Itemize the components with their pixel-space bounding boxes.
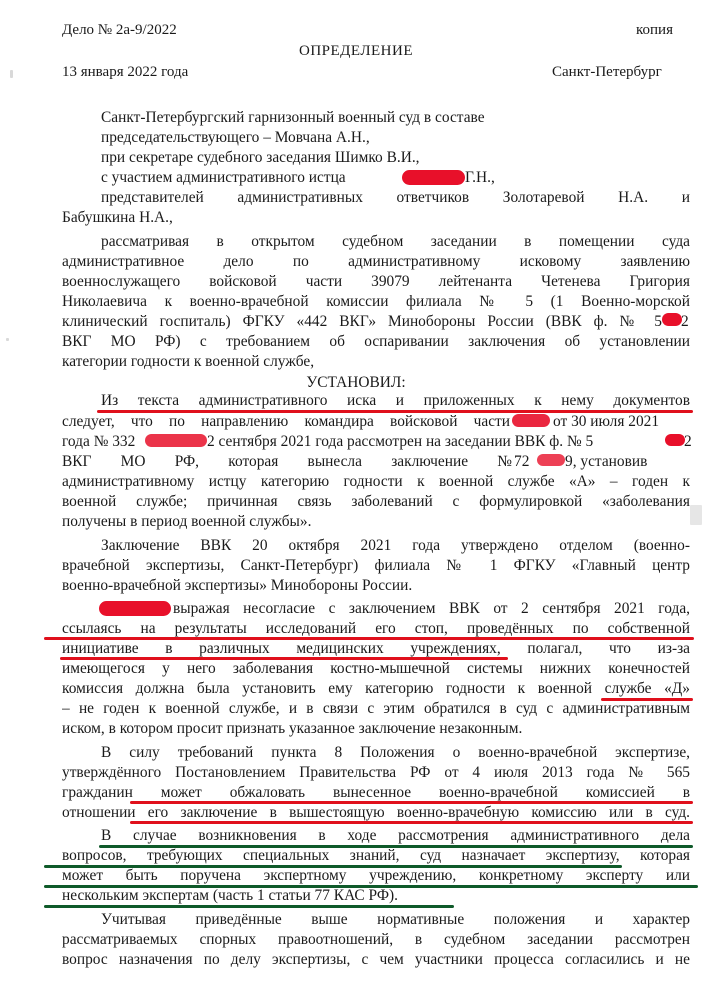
para1-line: года № 332 — [62, 433, 136, 450]
para1-line: 9, установив — [565, 453, 648, 470]
para1-line: ВКГ МО РФ, которая вынесла заключение № — [62, 453, 512, 470]
intro-line: Бабушкина Н.А., — [62, 209, 173, 226]
para5-line: вопросов, требующих специальных знаний, суд назначает экспертизу, которая — [62, 847, 690, 864]
para6-line: рассматриваемых спорных правоотношений, в судебном заседании рассмотрен — [62, 931, 690, 948]
para1-line: 72 — [514, 453, 530, 470]
redaction-mark — [99, 601, 171, 616]
intro-line: Санкт-Петербургский гарнизонный военный суд в составе — [101, 109, 485, 126]
para3-line: имеющегося у него заболевания костно-мышечной системы нижних конечностей — [62, 660, 690, 677]
para1-line: административному истцу категорию годности к военной службе «А» – годен к — [62, 473, 690, 490]
case-number: Дело № 2а-9/2022 — [62, 22, 177, 38]
review-line: Николаевича к военно-врачебной комиссии филиала № 5 (1 Военно-морской — [62, 293, 690, 310]
para3-line: – не годен к военной службе, и в связи с этим обратился в суд с административным — [62, 700, 690, 717]
para2-line: Заключение ВВК 20 октября 2021 года утверждено отделом (военно- — [101, 537, 690, 554]
intro-line: представителей административных ответчиков Золотаревой Н.А. и — [101, 189, 690, 206]
para6-line: Учитывая приведённые выше нормативные положения и характер — [101, 911, 690, 928]
para1-line: военной службе; причинная связь заболеваний с формулировкой «заболевания — [62, 493, 690, 510]
para1-line: 2 сентября 2021 года рассмотрен на заседании ВВК ф. № 5 — [207, 433, 594, 450]
para5-line: может быть поручена экспертному учреждению, конкретному эксперту или — [62, 867, 690, 884]
para5-line: нескольким экспертам (часть 1 статьи 77 КАС РФ). — [62, 887, 398, 904]
para2-line: врачебной экспертизы, Санкт-Петербург) филиала № 1 ФГКУ «Главный центр — [62, 557, 690, 574]
redaction-mark — [402, 170, 465, 185]
intro-line: при секретаре судебного заседания Шимко В.И., — [101, 149, 420, 166]
review-line: категории годности к военной службе, — [62, 353, 315, 370]
document-title: ОПРЕДЕЛЕНИЕ — [298, 43, 414, 59]
scan-speck — [690, 505, 702, 525]
review-line: 2 — [681, 313, 689, 330]
para3-line: комиссия должна была установить ему категорию годности к военной службе «Д» — [62, 680, 690, 697]
highlight-underline — [130, 821, 693, 824]
para1-line: 2 — [684, 433, 692, 450]
para1-line: получены в период военной службы». — [62, 513, 312, 530]
document-city: Санкт-Петербург — [552, 64, 662, 80]
para5-line: В случае возникновения в ходе рассмотрения административного дела — [101, 827, 690, 844]
para6-line: вопрос назначения по делу экспертизы, с чем участники процесса согласились и не — [62, 951, 690, 968]
para3-line: ссылаясь на результаты исследований его стоп, проведённых по собственной — [62, 620, 690, 637]
intro-line: с участием административного истца — [101, 169, 346, 186]
established-heading: УСТАНОВИЛ: — [306, 374, 406, 391]
review-line: клинический госпиталь) ФГКУ «442 ВКГ» Минобороны России (ВВК ф. № 5 — [62, 313, 662, 330]
para1-line: Из текста административного иска и приложенных к нему документов — [101, 392, 690, 409]
highlight-underline — [44, 905, 454, 908]
redaction-mark — [537, 454, 565, 466]
copy-label: копия — [636, 22, 673, 38]
intro-line: Г.Н., — [465, 169, 495, 186]
redaction-mark — [662, 313, 682, 326]
redaction-mark — [512, 414, 550, 427]
review-line: рассматривая в открытом судебном заседании в помещении суда — [101, 233, 690, 250]
review-line: ВКГ МО РФ) с требованием об оспаривании заключения об установлении — [62, 333, 690, 350]
scan-speck — [6, 338, 9, 341]
para1-line: от 30 июля 2021 — [553, 413, 660, 430]
para4-line: утверждённого Постановлением Правительства РФ от 4 июля 2013 года № 565 — [62, 764, 690, 781]
para4-line: отношении его заключение в вышестоящую военно-врачебную комиссию или в суд. — [62, 804, 690, 821]
para2-line: военно-врачебной экспертизы» Минобороны России. — [62, 577, 413, 594]
document-date: 13 января 2022 года — [62, 64, 189, 80]
para3-line: инициативе в различных медицинских учреждениях, полагал, что из-за — [62, 640, 690, 657]
scan-speck — [10, 70, 13, 78]
redaction-mark — [665, 434, 685, 446]
para1-line: следует, что по направлению командира войсковой части — [62, 413, 510, 430]
intro-line: председательствующего – Мовчана А.Н., — [101, 129, 370, 146]
para3-line: иском, в котором просит признать указанное заключение незаконным. — [62, 720, 523, 737]
review-line: административное дело по административному исковому заявлению — [62, 253, 690, 270]
redaction-mark — [145, 434, 207, 447]
para3-line: выражая несогласие с заключением ВВК от 2 сентября 2021 года, — [173, 600, 690, 617]
para4-line: гражданин может обжаловать вынесенное военно-врачебной комиссией в — [62, 784, 690, 801]
para4-line: В силу требований пункта 8 Положения о военно-врачебной экспертизе, — [101, 744, 690, 761]
review-line: военнослужащего войсковой части 39079 лейтенанта Четенева Григория — [62, 273, 690, 290]
